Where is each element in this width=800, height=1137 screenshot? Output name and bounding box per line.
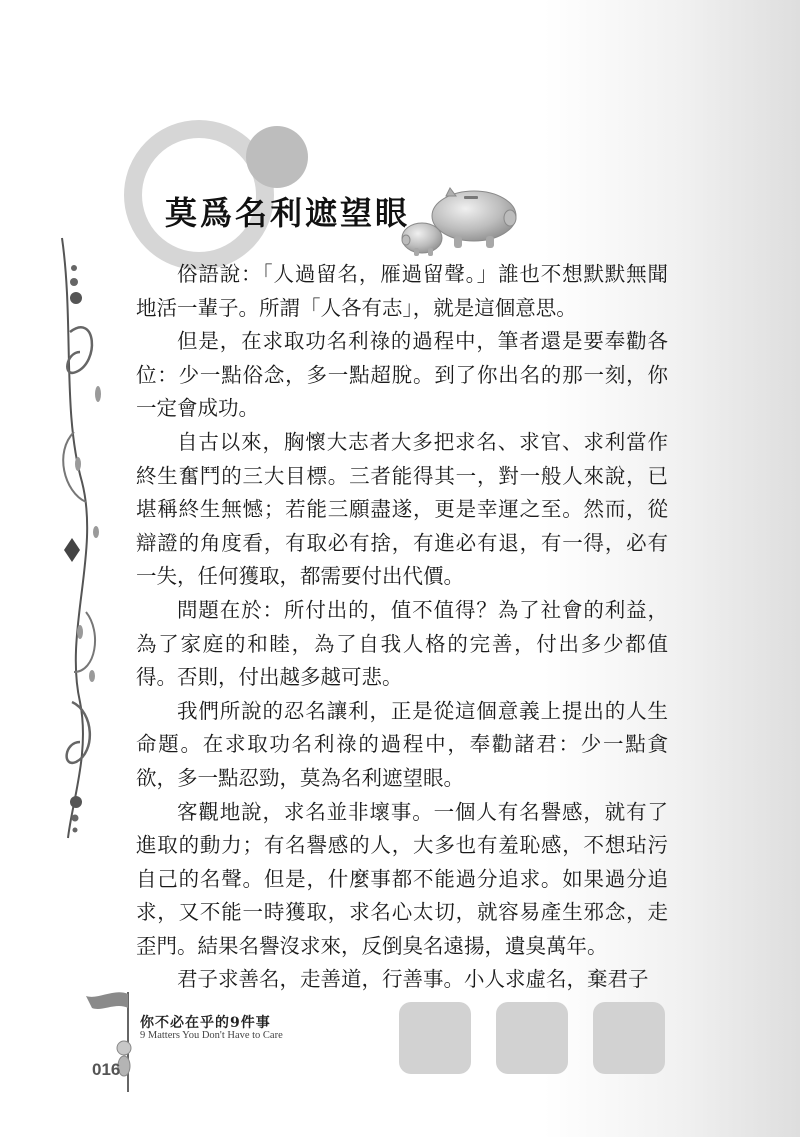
decorative-tab [593,1002,665,1074]
decorative-tab [496,1002,568,1074]
paragraph: 問題在於：所付出的，值不值得？為了社會的利益，為了家庭的和睦，為了自我人格的完善，付出多少都值得。否則，付出越多越可悲。 [136,597,668,690]
decorative-dot [246,126,308,188]
page-title: 莫爲名利遮望眼 [165,194,411,232]
paragraph: 客觀地說，求名並非壞事。一個人有名譽感，就有了進取的動力；有名譽感的人，大多也有羞恥感，不想玷污自己的名聲。但是，什麼事都不能過分追求。如果過分追求，又不能一時獲取，求名心太切，就容易產生邪念，走歪門。結果名譽沒求來，反倒臭名遠揚，遺臭萬年。 [136,799,668,958]
body-text [136,258,668,997]
paragraph: 俗語說：「人過留名，雁過留聲。」誰也不想默默無聞地活一輩子。所謂「人各有志」，就是這個意思。 [136,262,668,320]
paragraph: 我們所說的忍名讓利，正是從這個意義上提出的人生命題。在求取功名利祿的過程中，奉勸諸君：少一點貪欲，多一點忍勁，莫為名利遮望眼。 [136,698,668,790]
page-number: 016 [92,1060,121,1079]
decorative-tab [399,1002,471,1074]
book-title: 你不必在乎的9件事 [140,1015,271,1031]
book-subtitle: 9 Matters You Don't Have to Care [140,1030,283,1041]
paragraph: 但是，在求取功名利祿的過程中，筆者還是要奉勸各位：少一點俗念，多一點超脫。到了你出名的那一刻，你一定會成功。 [136,329,668,421]
piggy-bank-icon [398,186,518,258]
paragraph: 君子求善名，走善道，行善事。小人求虛名，棄君子 [177,967,649,992]
paragraph: 自古以來，胸懷大志者大多把求名、求官、求利當作終生奮鬥的三大目標。三者能得其一，對一般人來說，已堪稱終生無憾；若能三願盡遂，更是幸運之至。然而，從辯證的角度看，有取必有捨，有進必有退，有一得，必有一失，任何獲取，都需要付出代價。 [136,429,668,589]
vine-ornament [56,232,106,842]
